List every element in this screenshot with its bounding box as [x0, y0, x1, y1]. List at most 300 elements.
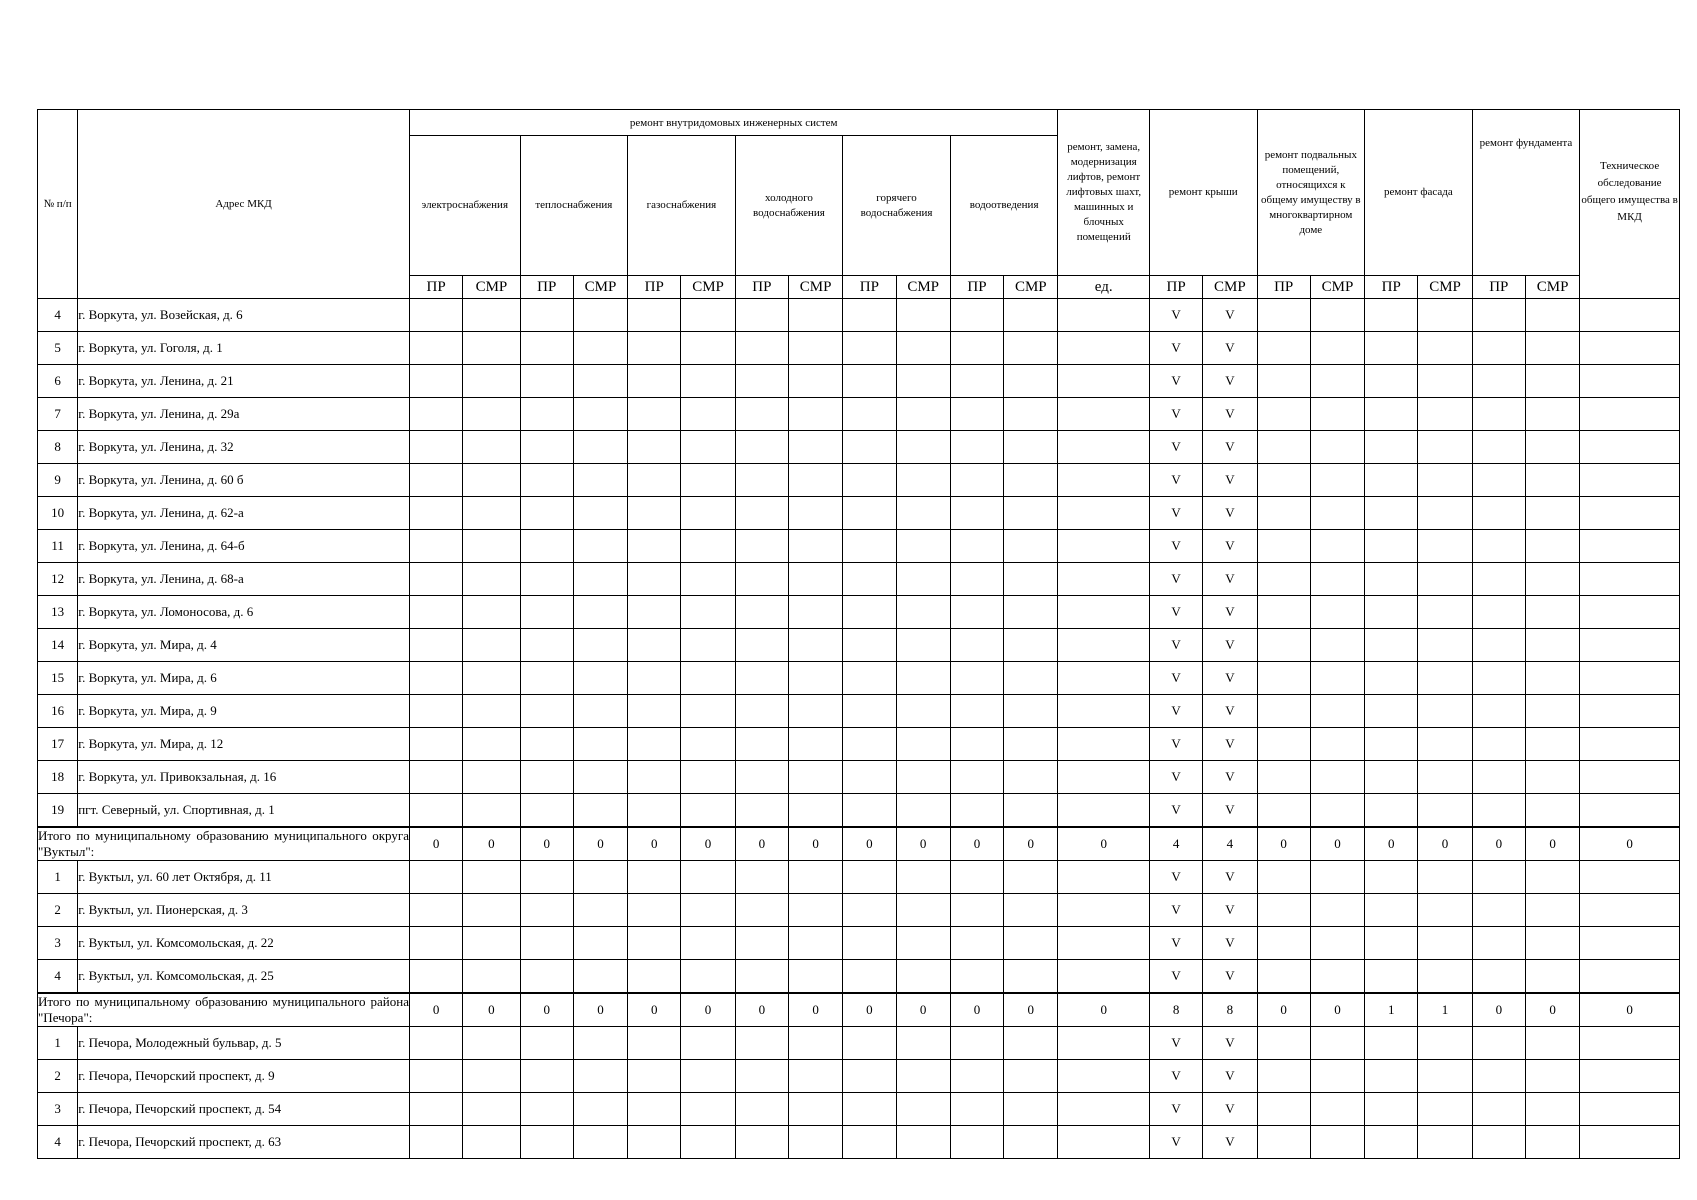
empty-cell	[463, 662, 520, 695]
row-address: г. Воркута, ул. Ломоносова, д. 6	[78, 596, 410, 629]
empty-cell	[1310, 365, 1364, 398]
empty-cell	[1058, 960, 1149, 993]
roof-mark: V	[1203, 794, 1257, 827]
empty-cell	[896, 728, 950, 761]
empty-cell	[628, 299, 681, 332]
empty-cell	[1310, 1093, 1364, 1126]
empty-cell	[1058, 299, 1149, 332]
empty-cell	[1472, 530, 1525, 563]
row-number: 11	[38, 530, 78, 563]
empty-cell	[788, 365, 842, 398]
empty-cell	[1310, 1126, 1364, 1159]
roof-mark: V	[1203, 894, 1257, 927]
empty-cell	[950, 299, 1003, 332]
empty-cell	[1310, 960, 1364, 993]
empty-cell	[788, 299, 842, 332]
empty-cell	[1058, 927, 1149, 960]
empty-cell	[409, 695, 462, 728]
empty-cell	[409, 794, 462, 827]
empty-cell	[628, 332, 681, 365]
empty-cell	[1365, 1060, 1418, 1093]
empty-cell	[735, 332, 788, 365]
empty-cell	[950, 1093, 1003, 1126]
empty-cell	[1472, 1060, 1525, 1093]
row-address: г. Воркута, ул. Ленина, д. 64-б	[78, 530, 410, 563]
empty-cell	[1310, 431, 1364, 464]
empty-cell	[1580, 728, 1680, 761]
row-address: г. Печора, Печорский проспект, д. 54	[78, 1093, 410, 1126]
empty-cell	[843, 464, 896, 497]
empty-cell	[463, 794, 520, 827]
empty-cell	[1058, 761, 1149, 794]
empty-cell	[896, 530, 950, 563]
empty-cell	[1418, 1027, 1472, 1060]
empty-cell	[1418, 662, 1472, 695]
empty-cell	[788, 1093, 842, 1126]
empty-cell	[1257, 695, 1310, 728]
total-value: 0	[1365, 827, 1418, 861]
empty-cell	[628, 629, 681, 662]
empty-cell	[1058, 464, 1149, 497]
empty-cell	[896, 927, 950, 960]
total-value: 1	[1418, 993, 1472, 1027]
empty-cell	[843, 1126, 896, 1159]
empty-cell	[573, 464, 627, 497]
subheader-cell: СМР	[1418, 276, 1472, 299]
empty-cell	[1418, 894, 1472, 927]
empty-cell	[735, 596, 788, 629]
empty-cell	[1257, 299, 1310, 332]
roof-mark: V	[1149, 1027, 1202, 1060]
total-value: 1	[1365, 993, 1418, 1027]
row-number: 1	[38, 1027, 78, 1060]
empty-cell	[788, 927, 842, 960]
row-address: г. Воркута, ул. Мира, д. 12	[78, 728, 410, 761]
empty-cell	[1580, 332, 1680, 365]
row-address: г. Воркута, ул. Ленина, д. 29а	[78, 398, 410, 431]
empty-cell	[950, 1126, 1003, 1159]
table-row	[38, 1027, 1680, 1060]
empty-cell	[1580, 861, 1680, 894]
table-row	[38, 497, 1680, 530]
empty-cell	[843, 1093, 896, 1126]
empty-cell	[1365, 563, 1418, 596]
empty-cell	[950, 695, 1003, 728]
table-row	[38, 794, 1680, 827]
empty-cell	[735, 695, 788, 728]
empty-cell	[843, 695, 896, 728]
empty-cell	[520, 1027, 573, 1060]
roof-mark: V	[1149, 894, 1202, 927]
header-lifts: ремонт, замена, модернизация лифтов, ремонт лифтовых шахт, машинных и блочных помещений	[1058, 110, 1149, 276]
empty-cell	[573, 695, 627, 728]
empty-cell	[1058, 1093, 1149, 1126]
empty-cell	[573, 299, 627, 332]
header-roof: ремонт крыши	[1149, 110, 1257, 276]
total-value: 0	[1257, 993, 1310, 1027]
table-row	[38, 761, 1680, 794]
empty-cell	[463, 894, 520, 927]
empty-cell	[1418, 332, 1472, 365]
empty-cell	[1058, 695, 1149, 728]
empty-cell	[1365, 398, 1418, 431]
total-value: 0	[681, 827, 735, 861]
empty-cell	[735, 894, 788, 927]
table-row	[38, 662, 1680, 695]
empty-cell	[1525, 794, 1579, 827]
empty-cell	[573, 728, 627, 761]
total-value: 8	[1149, 993, 1202, 1027]
roof-mark: V	[1203, 464, 1257, 497]
empty-cell	[1257, 596, 1310, 629]
empty-cell	[409, 1093, 462, 1126]
total-value: 0	[1257, 827, 1310, 861]
total-value: 0	[409, 827, 462, 861]
empty-cell	[1418, 761, 1472, 794]
empty-cell	[1525, 629, 1579, 662]
empty-cell	[681, 728, 735, 761]
empty-cell	[463, 464, 520, 497]
total-value: 0	[843, 827, 896, 861]
empty-cell	[1004, 894, 1058, 927]
empty-cell	[573, 1126, 627, 1159]
roof-mark: V	[1203, 927, 1257, 960]
empty-cell	[1525, 894, 1579, 927]
empty-cell	[1257, 960, 1310, 993]
empty-cell	[1004, 662, 1058, 695]
empty-cell	[1418, 861, 1472, 894]
empty-cell	[520, 794, 573, 827]
total-row	[38, 827, 1680, 861]
row-address: г. Воркута, ул. Ленина, д. 62-а	[78, 497, 410, 530]
empty-cell	[1058, 596, 1149, 629]
row-address: г. Воркута, ул. Гоголя, д. 1	[78, 332, 410, 365]
empty-cell	[735, 398, 788, 431]
total-value: 0	[681, 993, 735, 1027]
empty-cell	[843, 299, 896, 332]
row-address: г. Воркута, ул. Мира, д. 9	[78, 695, 410, 728]
row-number: 3	[38, 927, 78, 960]
header-internal-systems: ремонт внутридомовых инженерных систем	[409, 110, 1057, 136]
empty-cell	[681, 431, 735, 464]
roof-mark: V	[1149, 695, 1202, 728]
empty-cell	[896, 761, 950, 794]
empty-cell	[463, 761, 520, 794]
total-value: 4	[1149, 827, 1202, 861]
empty-cell	[1418, 1093, 1472, 1126]
empty-cell	[1365, 695, 1418, 728]
empty-cell	[843, 761, 896, 794]
empty-cell	[896, 596, 950, 629]
subheader-cell: СМР	[1203, 276, 1257, 299]
roof-mark: V	[1149, 563, 1202, 596]
empty-cell	[896, 1126, 950, 1159]
empty-cell	[1310, 464, 1364, 497]
empty-cell	[1580, 563, 1680, 596]
table-row	[38, 861, 1680, 894]
row-address: г. Воркута, ул. Мира, д. 4	[78, 629, 410, 662]
roof-mark: V	[1203, 960, 1257, 993]
empty-cell	[1004, 365, 1058, 398]
row-number: 2	[38, 894, 78, 927]
subheader-cell: СМР	[788, 276, 842, 299]
roof-mark: V	[1149, 1126, 1202, 1159]
empty-cell	[735, 761, 788, 794]
table-row	[38, 927, 1680, 960]
empty-cell	[1004, 1027, 1058, 1060]
empty-cell	[1365, 728, 1418, 761]
empty-cell	[628, 1126, 681, 1159]
row-address: г. Воркута, ул. Ленина, д. 21	[78, 365, 410, 398]
roof-mark: V	[1203, 1060, 1257, 1093]
empty-cell	[409, 464, 462, 497]
empty-cell	[681, 365, 735, 398]
empty-cell	[1472, 365, 1525, 398]
empty-cell	[1418, 927, 1472, 960]
empty-cell	[1472, 398, 1525, 431]
row-address: г. Печора, Печорский проспект, д. 63	[78, 1126, 410, 1159]
roof-mark: V	[1203, 1027, 1257, 1060]
total-value: 0	[1472, 827, 1525, 861]
roof-mark: V	[1149, 596, 1202, 629]
empty-cell	[573, 497, 627, 530]
empty-cell	[681, 464, 735, 497]
roof-mark: V	[1149, 927, 1202, 960]
empty-cell	[843, 728, 896, 761]
empty-cell	[735, 927, 788, 960]
roof-mark: V	[1203, 497, 1257, 530]
subheader-cell: ПР	[1257, 276, 1310, 299]
empty-cell	[1580, 1027, 1680, 1060]
table-row	[38, 629, 1680, 662]
empty-cell	[735, 563, 788, 596]
empty-cell	[1418, 563, 1472, 596]
empty-cell	[896, 662, 950, 695]
empty-cell	[950, 431, 1003, 464]
empty-cell	[409, 497, 462, 530]
empty-cell	[1580, 596, 1680, 629]
total-value: 0	[409, 993, 462, 1027]
subheader-cell: ПР	[628, 276, 681, 299]
empty-cell	[788, 794, 842, 827]
empty-cell	[950, 530, 1003, 563]
empty-cell	[1310, 629, 1364, 662]
row-address: г. Воркута, ул. Привокзальная, д. 16	[78, 761, 410, 794]
empty-cell	[1418, 695, 1472, 728]
empty-cell	[520, 365, 573, 398]
empty-cell	[409, 662, 462, 695]
table-row	[38, 1126, 1680, 1159]
total-value: 0	[788, 827, 842, 861]
empty-cell	[788, 1126, 842, 1159]
empty-cell	[573, 861, 627, 894]
empty-cell	[628, 563, 681, 596]
empty-cell	[1365, 299, 1418, 332]
total-value: 0	[843, 993, 896, 1027]
empty-cell	[1310, 530, 1364, 563]
empty-cell	[1004, 464, 1058, 497]
empty-cell	[1525, 761, 1579, 794]
subheader-cell: СМР	[1525, 276, 1579, 299]
empty-cell	[573, 431, 627, 464]
empty-cell	[1418, 596, 1472, 629]
empty-cell	[520, 596, 573, 629]
empty-cell	[843, 794, 896, 827]
empty-cell	[950, 794, 1003, 827]
roof-mark: V	[1203, 1126, 1257, 1159]
empty-cell	[896, 894, 950, 927]
table-row	[38, 299, 1680, 332]
empty-cell	[1257, 1060, 1310, 1093]
empty-cell	[520, 662, 573, 695]
empty-cell	[573, 1093, 627, 1126]
roof-mark: V	[1203, 365, 1257, 398]
empty-cell	[788, 497, 842, 530]
subheader-cell: ПР	[1472, 276, 1525, 299]
empty-cell	[1472, 662, 1525, 695]
empty-cell	[1580, 629, 1680, 662]
empty-cell	[520, 1126, 573, 1159]
empty-cell	[1058, 497, 1149, 530]
empty-cell	[1525, 927, 1579, 960]
empty-cell	[1580, 464, 1680, 497]
empty-cell	[1004, 299, 1058, 332]
empty-cell	[1257, 794, 1310, 827]
empty-cell	[573, 629, 627, 662]
row-number: 1	[38, 861, 78, 894]
empty-cell	[409, 563, 462, 596]
table-row	[38, 563, 1680, 596]
empty-cell	[573, 1027, 627, 1060]
empty-cell	[681, 332, 735, 365]
empty-cell	[628, 1093, 681, 1126]
empty-cell	[1580, 662, 1680, 695]
empty-cell	[1580, 894, 1680, 927]
empty-cell	[681, 563, 735, 596]
empty-cell	[1058, 662, 1149, 695]
empty-cell	[843, 431, 896, 464]
empty-cell	[735, 1126, 788, 1159]
empty-cell	[896, 861, 950, 894]
roof-mark: V	[1149, 299, 1202, 332]
empty-cell	[1525, 861, 1579, 894]
empty-cell	[1580, 365, 1680, 398]
empty-cell	[1525, 1126, 1579, 1159]
roof-mark: V	[1203, 563, 1257, 596]
empty-cell	[896, 365, 950, 398]
empty-cell	[788, 563, 842, 596]
empty-cell	[1580, 398, 1680, 431]
empty-cell	[463, 563, 520, 596]
header-system-drainage: водоотведения	[950, 136, 1058, 276]
empty-cell	[843, 894, 896, 927]
row-number: 17	[38, 728, 78, 761]
empty-cell	[1310, 563, 1364, 596]
empty-cell	[843, 1027, 896, 1060]
empty-cell	[950, 761, 1003, 794]
empty-cell	[463, 431, 520, 464]
empty-cell	[573, 927, 627, 960]
table-row	[38, 728, 1680, 761]
empty-cell	[681, 960, 735, 993]
empty-cell	[950, 596, 1003, 629]
empty-cell	[1418, 299, 1472, 332]
empty-cell	[896, 960, 950, 993]
empty-cell	[1580, 431, 1680, 464]
table-row	[38, 894, 1680, 927]
empty-cell	[1058, 1126, 1149, 1159]
empty-cell	[628, 530, 681, 563]
empty-cell	[735, 728, 788, 761]
roof-mark: V	[1149, 794, 1202, 827]
empty-cell	[628, 464, 681, 497]
subheader-cell: СМР	[1310, 276, 1364, 299]
empty-cell	[628, 794, 681, 827]
empty-cell	[409, 894, 462, 927]
empty-cell	[1472, 960, 1525, 993]
total-value: 0	[1004, 993, 1058, 1027]
roof-mark: V	[1203, 861, 1257, 894]
empty-cell	[463, 332, 520, 365]
empty-cell	[463, 861, 520, 894]
roof-mark: V	[1149, 398, 1202, 431]
empty-cell	[1418, 1126, 1472, 1159]
row-address: г. Воркута, ул. Мира, д. 6	[78, 662, 410, 695]
empty-cell	[1472, 728, 1525, 761]
empty-cell	[520, 861, 573, 894]
empty-cell	[520, 563, 573, 596]
empty-cell	[843, 960, 896, 993]
empty-cell	[1058, 1027, 1149, 1060]
empty-cell	[681, 894, 735, 927]
empty-cell	[1310, 398, 1364, 431]
empty-cell	[1525, 431, 1579, 464]
empty-cell	[463, 695, 520, 728]
empty-cell	[1058, 728, 1149, 761]
empty-cell	[1472, 1126, 1525, 1159]
empty-cell	[1058, 563, 1149, 596]
roof-mark: V	[1203, 629, 1257, 662]
empty-cell	[1365, 761, 1418, 794]
empty-cell	[950, 1060, 1003, 1093]
table-row	[38, 365, 1680, 398]
empty-cell	[1580, 299, 1680, 332]
empty-cell	[681, 596, 735, 629]
empty-cell	[573, 662, 627, 695]
empty-cell	[1365, 861, 1418, 894]
total-value: 0	[463, 827, 520, 861]
empty-cell	[1365, 1093, 1418, 1126]
empty-cell	[520, 1093, 573, 1126]
empty-cell	[896, 629, 950, 662]
total-value: 0	[520, 827, 573, 861]
empty-cell	[1257, 894, 1310, 927]
empty-cell	[950, 332, 1003, 365]
empty-cell	[1525, 728, 1579, 761]
empty-cell	[896, 464, 950, 497]
empty-cell	[1472, 927, 1525, 960]
empty-cell	[681, 398, 735, 431]
row-number: 14	[38, 629, 78, 662]
empty-cell	[896, 497, 950, 530]
empty-cell	[1580, 761, 1680, 794]
empty-cell	[1310, 332, 1364, 365]
empty-cell	[681, 761, 735, 794]
total-row	[38, 993, 1680, 1027]
empty-cell	[1418, 497, 1472, 530]
empty-cell	[1004, 497, 1058, 530]
empty-cell	[843, 497, 896, 530]
